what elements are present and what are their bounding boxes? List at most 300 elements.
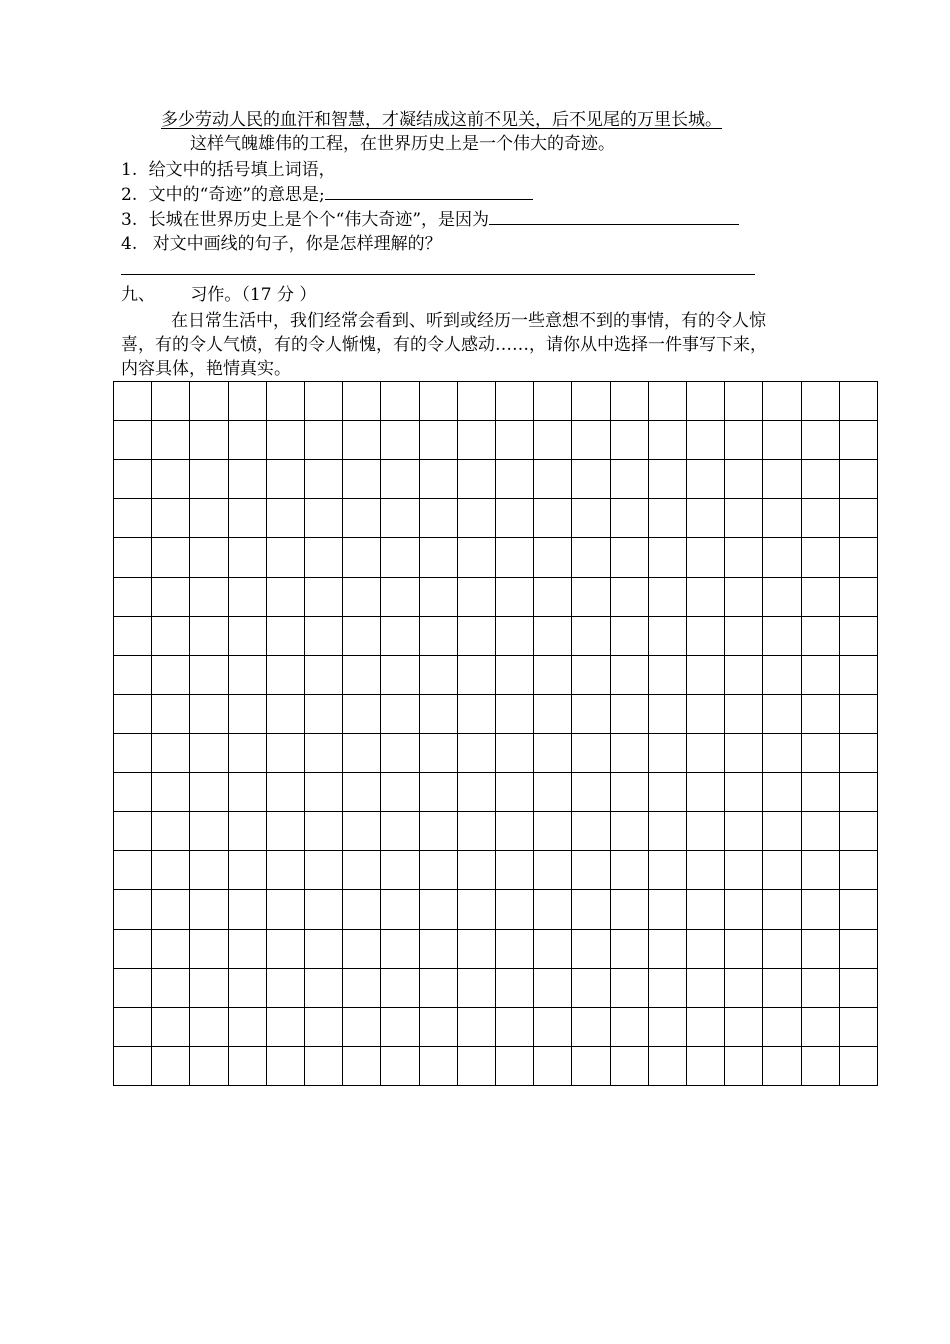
grid-cell[interactable] (381, 851, 419, 890)
grid-cell[interactable] (458, 499, 496, 538)
grid-cell[interactable] (802, 734, 840, 773)
grid-cell[interactable] (114, 969, 152, 1008)
grid-cell[interactable] (343, 538, 381, 577)
grid-cell[interactable] (611, 930, 649, 969)
grid-cell[interactable] (343, 890, 381, 929)
grid-cell[interactable] (725, 538, 763, 577)
grid-cell[interactable] (305, 734, 343, 773)
grid-cell[interactable] (190, 617, 228, 656)
grid-cell[interactable] (496, 890, 534, 929)
grid-cell[interactable] (687, 538, 725, 577)
grid-cell[interactable] (534, 460, 572, 499)
grid-cell[interactable] (687, 773, 725, 812)
grid-cell[interactable] (611, 460, 649, 499)
writing-grid[interactable] (113, 381, 878, 1086)
grid-cell[interactable] (840, 773, 878, 812)
grid-cell[interactable] (763, 812, 801, 851)
grid-cell[interactable] (611, 734, 649, 773)
grid-cell[interactable] (267, 930, 305, 969)
grid-cell[interactable] (840, 617, 878, 656)
grid-cell[interactable] (229, 930, 267, 969)
grid-cell[interactable] (611, 851, 649, 890)
grid-cell[interactable] (152, 930, 190, 969)
grid-cell[interactable] (840, 890, 878, 929)
grid-cell[interactable] (687, 734, 725, 773)
grid-cell[interactable] (458, 538, 496, 577)
grid-cell[interactable] (649, 734, 687, 773)
grid-cell[interactable] (534, 890, 572, 929)
grid-cell[interactable] (725, 890, 763, 929)
grid-cell[interactable] (229, 695, 267, 734)
grid-cell[interactable] (343, 421, 381, 460)
grid-cell[interactable] (190, 656, 228, 695)
grid-cell[interactable] (152, 499, 190, 538)
grid-cell[interactable] (267, 969, 305, 1008)
grid-cell[interactable] (611, 969, 649, 1008)
grid-cell[interactable] (611, 1047, 649, 1086)
grid-cell[interactable] (687, 969, 725, 1008)
grid-cell[interactable] (572, 1047, 610, 1086)
grid-cell[interactable] (763, 578, 801, 617)
grid-cell[interactable] (687, 1047, 725, 1086)
grid-cell[interactable] (763, 421, 801, 460)
grid-cell[interactable] (305, 460, 343, 499)
grid-cell[interactable] (420, 382, 458, 421)
grid-cell[interactable] (572, 499, 610, 538)
grid-cell[interactable] (267, 499, 305, 538)
grid-cell[interactable] (611, 499, 649, 538)
grid-cell[interactable] (381, 1047, 419, 1086)
grid-cell[interactable] (802, 460, 840, 499)
grid-cell[interactable] (458, 812, 496, 851)
grid-cell[interactable] (343, 773, 381, 812)
grid-cell[interactable] (534, 421, 572, 460)
grid-cell[interactable] (190, 1047, 228, 1086)
grid-cell[interactable] (763, 969, 801, 1008)
grid-cell[interactable] (267, 656, 305, 695)
grid-cell[interactable] (534, 812, 572, 851)
grid-cell[interactable] (649, 969, 687, 1008)
grid-cell[interactable] (649, 617, 687, 656)
grid-cell[interactable] (381, 812, 419, 851)
grid-cell[interactable] (114, 890, 152, 929)
grid-cell[interactable] (152, 969, 190, 1008)
grid-cell[interactable] (305, 695, 343, 734)
grid-cell[interactable] (114, 617, 152, 656)
grid-cell[interactable] (305, 382, 343, 421)
grid-cell[interactable] (687, 499, 725, 538)
grid-cell[interactable] (725, 695, 763, 734)
grid-cell[interactable] (343, 578, 381, 617)
grid-cell[interactable] (840, 695, 878, 734)
grid-cell[interactable] (763, 1047, 801, 1086)
grid-cell[interactable] (114, 421, 152, 460)
grid-cell[interactable] (305, 656, 343, 695)
grid-cell[interactable] (572, 851, 610, 890)
grid-cell[interactable] (572, 578, 610, 617)
grid-cell[interactable] (229, 812, 267, 851)
grid-cell[interactable] (305, 538, 343, 577)
grid-cell[interactable] (725, 460, 763, 499)
grid-cell[interactable] (152, 851, 190, 890)
grid-cell[interactable] (534, 734, 572, 773)
grid-cell[interactable] (725, 812, 763, 851)
grid-cell[interactable] (114, 499, 152, 538)
grid-cell[interactable] (343, 851, 381, 890)
grid-cell[interactable] (343, 1047, 381, 1086)
grid-cell[interactable] (840, 538, 878, 577)
grid-cell[interactable] (152, 812, 190, 851)
grid-cell[interactable] (152, 773, 190, 812)
grid-cell[interactable] (649, 460, 687, 499)
grid-cell[interactable] (572, 773, 610, 812)
grid-cell[interactable] (496, 773, 534, 812)
grid-cell[interactable] (802, 969, 840, 1008)
grid-cell[interactable] (649, 656, 687, 695)
grid-cell[interactable] (381, 930, 419, 969)
grid-cell[interactable] (802, 538, 840, 577)
grid-cell[interactable] (152, 1008, 190, 1047)
grid-cell[interactable] (496, 734, 534, 773)
grid-cell[interactable] (381, 734, 419, 773)
grid-cell[interactable] (267, 538, 305, 577)
grid-cell[interactable] (152, 656, 190, 695)
grid-cell[interactable] (496, 1047, 534, 1086)
grid-cell[interactable] (267, 382, 305, 421)
grid-cell[interactable] (420, 578, 458, 617)
grid-cell[interactable] (802, 617, 840, 656)
grid-cell[interactable] (381, 890, 419, 929)
grid-cell[interactable] (381, 578, 419, 617)
grid-cell[interactable] (534, 773, 572, 812)
grid-cell[interactable] (267, 851, 305, 890)
grid-cell[interactable] (840, 1008, 878, 1047)
grid-cell[interactable] (458, 382, 496, 421)
grid-cell[interactable] (305, 421, 343, 460)
grid-cell[interactable] (725, 617, 763, 656)
grid-cell[interactable] (114, 695, 152, 734)
grid-cell[interactable] (267, 812, 305, 851)
grid-cell[interactable] (114, 578, 152, 617)
grid-cell[interactable] (305, 890, 343, 929)
grid-cell[interactable] (840, 969, 878, 1008)
grid-cell[interactable] (496, 617, 534, 656)
grid-cell[interactable] (840, 851, 878, 890)
grid-cell[interactable] (687, 617, 725, 656)
grid-cell[interactable] (381, 460, 419, 499)
grid-cell[interactable] (381, 617, 419, 656)
grid-cell[interactable] (229, 538, 267, 577)
grid-cell[interactable] (381, 969, 419, 1008)
grid-cell[interactable] (458, 578, 496, 617)
grid-cell[interactable] (649, 382, 687, 421)
grid-cell[interactable] (267, 617, 305, 656)
grid-cell[interactable] (802, 578, 840, 617)
grid-cell[interactable] (420, 460, 458, 499)
grid-cell[interactable] (152, 421, 190, 460)
grid-cell[interactable] (763, 499, 801, 538)
grid-cell[interactable] (534, 499, 572, 538)
grid-cell[interactable] (802, 656, 840, 695)
grid-cell[interactable] (802, 382, 840, 421)
grid-cell[interactable] (229, 578, 267, 617)
grid-cell[interactable] (267, 695, 305, 734)
grid-cell[interactable] (420, 1008, 458, 1047)
grid-cell[interactable] (381, 773, 419, 812)
grid-cell[interactable] (420, 617, 458, 656)
grid-cell[interactable] (611, 421, 649, 460)
grid-cell[interactable] (725, 773, 763, 812)
grid-cell[interactable] (114, 1008, 152, 1047)
grid-cell[interactable] (763, 930, 801, 969)
grid-cell[interactable] (496, 421, 534, 460)
grid-cell[interactable] (572, 538, 610, 577)
grid-cell[interactable] (229, 773, 267, 812)
grid-cell[interactable] (572, 930, 610, 969)
grid-cell[interactable] (229, 734, 267, 773)
grid-cell[interactable] (420, 499, 458, 538)
grid-cell[interactable] (611, 382, 649, 421)
grid-cell[interactable] (305, 812, 343, 851)
grid-cell[interactable] (763, 460, 801, 499)
grid-cell[interactable] (534, 1047, 572, 1086)
grid-cell[interactable] (611, 538, 649, 577)
grid-cell[interactable] (267, 1047, 305, 1086)
grid-cell[interactable] (763, 656, 801, 695)
grid-cell[interactable] (420, 890, 458, 929)
grid-cell[interactable] (458, 930, 496, 969)
grid-cell[interactable] (802, 695, 840, 734)
grid-cell[interactable] (840, 1047, 878, 1086)
grid-cell[interactable] (572, 812, 610, 851)
grid-cell[interactable] (305, 969, 343, 1008)
grid-cell[interactable] (114, 538, 152, 577)
grid-cell[interactable] (152, 460, 190, 499)
grid-cell[interactable] (687, 695, 725, 734)
grid-cell[interactable] (190, 851, 228, 890)
grid-cell[interactable] (649, 538, 687, 577)
grid-cell[interactable] (420, 656, 458, 695)
grid-cell[interactable] (305, 930, 343, 969)
grid-cell[interactable] (343, 656, 381, 695)
grid-cell[interactable] (611, 773, 649, 812)
grid-cell[interactable] (802, 851, 840, 890)
grid-cell[interactable] (572, 460, 610, 499)
grid-cell[interactable] (305, 499, 343, 538)
grid-cell[interactable] (649, 812, 687, 851)
grid-cell[interactable] (190, 734, 228, 773)
grid-cell[interactable] (381, 538, 419, 577)
grid-cell[interactable] (763, 617, 801, 656)
grid-cell[interactable] (496, 851, 534, 890)
grid-cell[interactable] (687, 812, 725, 851)
grid-cell[interactable] (229, 1047, 267, 1086)
grid-cell[interactable] (114, 656, 152, 695)
grid-cell[interactable] (114, 1047, 152, 1086)
grid-cell[interactable] (496, 578, 534, 617)
grid-cell[interactable] (687, 421, 725, 460)
grid-cell[interactable] (229, 890, 267, 929)
grid-cell[interactable] (649, 773, 687, 812)
grid-cell[interactable] (611, 1008, 649, 1047)
grid-cell[interactable] (840, 421, 878, 460)
grid-cell[interactable] (458, 421, 496, 460)
grid-cell[interactable] (840, 656, 878, 695)
grid-cell[interactable] (420, 930, 458, 969)
grid-cell[interactable] (343, 969, 381, 1008)
grid-cell[interactable] (534, 617, 572, 656)
grid-cell[interactable] (114, 773, 152, 812)
grid-cell[interactable] (802, 890, 840, 929)
grid-cell[interactable] (190, 382, 228, 421)
grid-cell[interactable] (763, 851, 801, 890)
grid-cell[interactable] (496, 382, 534, 421)
grid-cell[interactable] (496, 969, 534, 1008)
grid-cell[interactable] (649, 499, 687, 538)
grid-cell[interactable] (840, 578, 878, 617)
grid-cell[interactable] (840, 499, 878, 538)
grid-cell[interactable] (458, 656, 496, 695)
grid-cell[interactable] (534, 656, 572, 695)
grid-cell[interactable] (534, 382, 572, 421)
grid-cell[interactable] (152, 382, 190, 421)
grid-cell[interactable] (725, 499, 763, 538)
grid-cell[interactable] (649, 1047, 687, 1086)
grid-cell[interactable] (267, 421, 305, 460)
grid-cell[interactable] (458, 617, 496, 656)
grid-cell[interactable] (420, 1047, 458, 1086)
grid-cell[interactable] (725, 421, 763, 460)
grid-cell[interactable] (496, 499, 534, 538)
grid-cell[interactable] (649, 851, 687, 890)
grid-cell[interactable] (725, 382, 763, 421)
grid-cell[interactable] (305, 851, 343, 890)
grid-cell[interactable] (229, 656, 267, 695)
grid-cell[interactable] (152, 538, 190, 577)
grid-cell[interactable] (802, 773, 840, 812)
grid-cell[interactable] (687, 382, 725, 421)
grid-cell[interactable] (687, 851, 725, 890)
grid-cell[interactable] (343, 617, 381, 656)
grid-cell[interactable] (458, 851, 496, 890)
grid-cell[interactable] (725, 930, 763, 969)
grid-cell[interactable] (305, 1008, 343, 1047)
grid-cell[interactable] (725, 969, 763, 1008)
grid-cell[interactable] (725, 578, 763, 617)
grid-cell[interactable] (611, 578, 649, 617)
grid-cell[interactable] (611, 656, 649, 695)
grid-cell[interactable] (572, 421, 610, 460)
grid-cell[interactable] (840, 812, 878, 851)
grid-cell[interactable] (649, 695, 687, 734)
grid-cell[interactable] (305, 578, 343, 617)
grid-cell[interactable] (687, 460, 725, 499)
grid-cell[interactable] (534, 930, 572, 969)
grid-cell[interactable] (229, 1008, 267, 1047)
grid-cell[interactable] (152, 695, 190, 734)
grid-cell[interactable] (381, 421, 419, 460)
grid-cell[interactable] (840, 382, 878, 421)
answer-blank[interactable] (489, 207, 739, 225)
grid-cell[interactable] (381, 656, 419, 695)
grid-cell[interactable] (267, 890, 305, 929)
grid-cell[interactable] (190, 890, 228, 929)
grid-cell[interactable] (458, 890, 496, 929)
grid-cell[interactable] (496, 695, 534, 734)
grid-cell[interactable] (420, 695, 458, 734)
grid-cell[interactable] (229, 382, 267, 421)
grid-cell[interactable] (534, 851, 572, 890)
grid-cell[interactable] (305, 773, 343, 812)
grid-cell[interactable] (381, 695, 419, 734)
grid-cell[interactable] (534, 578, 572, 617)
grid-cell[interactable] (572, 656, 610, 695)
grid-cell[interactable] (343, 734, 381, 773)
grid-cell[interactable] (572, 890, 610, 929)
grid-cell[interactable] (114, 734, 152, 773)
grid-cell[interactable] (267, 734, 305, 773)
grid-cell[interactable] (572, 695, 610, 734)
grid-cell[interactable] (152, 1047, 190, 1086)
grid-cell[interactable] (611, 812, 649, 851)
grid-cell[interactable] (381, 499, 419, 538)
grid-cell[interactable] (229, 421, 267, 460)
grid-cell[interactable] (343, 382, 381, 421)
grid-cell[interactable] (687, 930, 725, 969)
grid-cell[interactable] (229, 851, 267, 890)
grid-cell[interactable] (190, 695, 228, 734)
grid-cell[interactable] (458, 969, 496, 1008)
grid-cell[interactable] (725, 1047, 763, 1086)
grid-cell[interactable] (420, 538, 458, 577)
grid-cell[interactable] (649, 890, 687, 929)
grid-cell[interactable] (840, 930, 878, 969)
grid-cell[interactable] (381, 382, 419, 421)
grid-cell[interactable] (343, 812, 381, 851)
grid-cell[interactable] (496, 930, 534, 969)
grid-cell[interactable] (572, 1008, 610, 1047)
grid-cell[interactable] (190, 499, 228, 538)
grid-cell[interactable] (458, 734, 496, 773)
grid-cell[interactable] (267, 773, 305, 812)
grid-cell[interactable] (190, 460, 228, 499)
grid-cell[interactable] (267, 1008, 305, 1047)
grid-cell[interactable] (840, 460, 878, 499)
grid-cell[interactable] (763, 695, 801, 734)
grid-cell[interactable] (343, 695, 381, 734)
grid-cell[interactable] (229, 617, 267, 656)
grid-cell[interactable] (229, 499, 267, 538)
grid-cell[interactable] (572, 617, 610, 656)
grid-cell[interactable] (763, 1008, 801, 1047)
grid-cell[interactable] (534, 538, 572, 577)
grid-cell[interactable] (152, 617, 190, 656)
grid-cell[interactable] (420, 851, 458, 890)
grid-cell[interactable] (611, 617, 649, 656)
grid-cell[interactable] (534, 695, 572, 734)
grid-cell[interactable] (687, 656, 725, 695)
grid-cell[interactable] (229, 969, 267, 1008)
grid-cell[interactable] (381, 1008, 419, 1047)
grid-cell[interactable] (496, 656, 534, 695)
grid-cell[interactable] (725, 1008, 763, 1047)
grid-cell[interactable] (763, 890, 801, 929)
grid-cell[interactable] (114, 382, 152, 421)
grid-cell[interactable] (343, 1008, 381, 1047)
grid-cell[interactable] (763, 734, 801, 773)
grid-cell[interactable] (420, 421, 458, 460)
grid-cell[interactable] (802, 1008, 840, 1047)
